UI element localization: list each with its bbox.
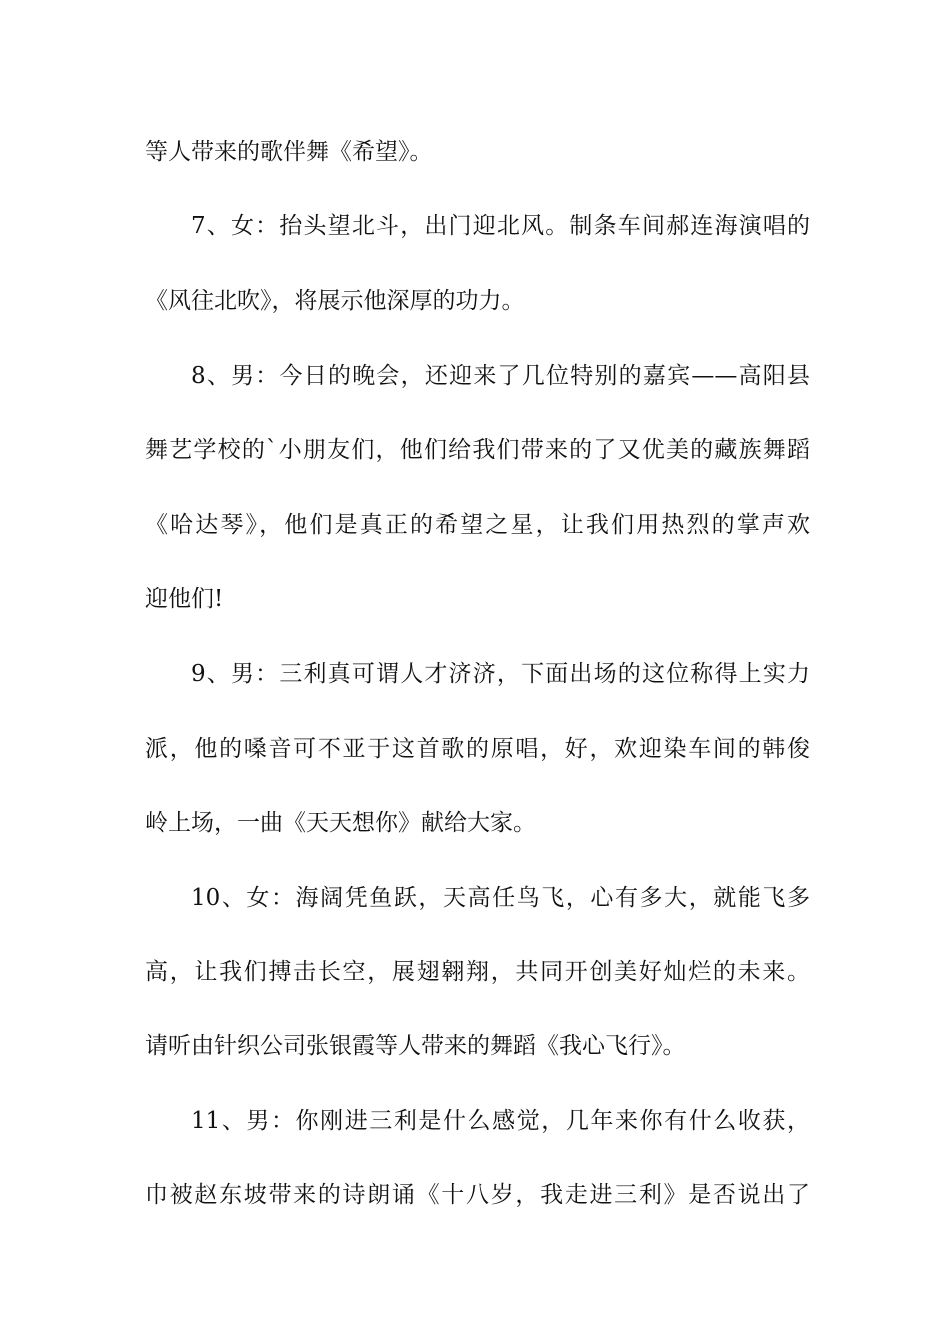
text-line-8: 9、男：三利真可谓人才济济，下面出场的这位称得上实力 — [191, 661, 810, 687]
text-line-13: 请听由针织公司张银霞等人带来的舞蹈《我心飞行》。 — [145, 1033, 686, 1059]
text-line-2: 7、女：抬头望北斗，出门迎北风。制条车间郝连海演唱的 — [191, 213, 810, 239]
text-line-5: 舞艺学校的`小朋友们，他们给我们带来的了又优美的藏族舞蹈 — [145, 437, 810, 463]
text-line-9: 派，他的嗓音可不亚于这首歌的原唱，好，欢迎染车间的韩俊 — [145, 736, 810, 762]
text-line-3: 《风往北吹》，将展示他深厚的功力。 — [145, 288, 525, 314]
text-line-1: 等人带来的歌伴舞《希望》。 — [145, 139, 433, 165]
text-line-14: 11、男：你刚进三利是什么感觉，几年来你有什么收获， — [191, 1108, 810, 1134]
text-line-11: 10、女：海阔凭鱼跃，天高任鸟飞，心有多大，就能飞多 — [191, 885, 810, 911]
text-line-6: 《哈达琴》，他们是真正的希望之星，让我们用热烈的掌声欢 — [145, 512, 810, 538]
text-line-10: 岭上场，一曲《天天想你》献给大家。 — [145, 810, 536, 836]
text-line-4: 8、男：今日的晚会，还迎来了几位特别的嘉宾——高阳县 — [191, 363, 810, 389]
text-line-7: 迎他们! — [145, 586, 224, 612]
text-line-12: 高，让我们搏击长空，展翅翱翔，共同开创美好灿烂的未来。 — [145, 959, 810, 985]
text-line-15: 巾被赵东坡带来的诗朗诵《十八岁，我走进三利》是否说出了 — [145, 1182, 810, 1208]
